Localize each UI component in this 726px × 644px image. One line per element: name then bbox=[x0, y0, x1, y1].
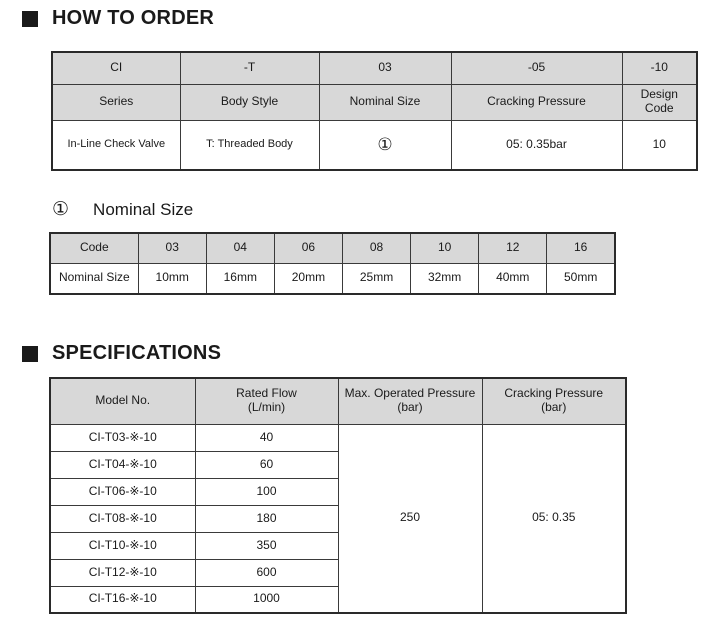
spec-header-row bbox=[50, 378, 626, 424]
order-table bbox=[51, 51, 698, 171]
nominal-size-cell: 40mm bbox=[479, 263, 547, 294]
spec-flow-cell: 40 bbox=[195, 424, 338, 451]
spec-header-cracking-line2: (bar) bbox=[541, 400, 567, 415]
order-code-cell: 03 bbox=[319, 52, 451, 84]
order-label-cell: Body Style bbox=[180, 84, 319, 120]
order-value-cell: 10 bbox=[622, 120, 697, 170]
nominal-size-heading bbox=[52, 198, 193, 221]
spec-header-flow-line2: (L/min) bbox=[247, 400, 286, 415]
spec-model-cell: CI-T10-※-10 bbox=[50, 532, 195, 559]
order-value-row bbox=[52, 120, 697, 170]
spec-cracking-pressure-cell: 05: 0.35 bbox=[482, 424, 626, 613]
spec-header-cracking bbox=[482, 378, 626, 424]
spec-header-cracking-line1: Cracking Pressure bbox=[504, 386, 604, 401]
nominal-code-cell: 12 bbox=[479, 233, 547, 263]
nominal-size-cell: 10mm bbox=[138, 263, 206, 294]
nominal-size-title: Nominal Size bbox=[93, 199, 194, 219]
spec-flow-cell: 100 bbox=[195, 478, 338, 505]
order-value-cell: 05: 0.35bar bbox=[451, 120, 622, 170]
how-to-order-heading bbox=[22, 7, 214, 30]
nominal-code-cell: 04 bbox=[206, 233, 274, 263]
spec-model-cell: CI-T12-※-10 bbox=[50, 559, 195, 586]
order-label-cell: Cracking Pressure bbox=[451, 84, 622, 120]
nominal-code-cell: 08 bbox=[342, 233, 410, 263]
spec-model-cell: CI-T08-※-10 bbox=[50, 505, 195, 532]
spec-flow-cell: 60 bbox=[195, 451, 338, 478]
order-value-cell: In-Line Check Valve bbox=[52, 120, 180, 170]
how-to-order-title: HOW TO ORDER bbox=[52, 7, 215, 29]
spec-max-pressure-cell: 250 bbox=[338, 424, 482, 613]
design-label-line2: Code bbox=[644, 101, 674, 115]
order-label-cell: Series bbox=[52, 84, 180, 120]
spec-row bbox=[50, 424, 626, 451]
order-label-cell: Nominal Size bbox=[319, 84, 451, 120]
specifications-title: SPECIFICATIONS bbox=[52, 342, 222, 364]
specifications-table bbox=[49, 377, 627, 614]
order-code-cell: -05 bbox=[451, 52, 622, 84]
nominal-row-label: Nominal Size bbox=[50, 263, 138, 294]
spec-header-flow bbox=[195, 378, 338, 424]
order-value-cell: T: Threaded Body bbox=[180, 120, 319, 170]
nominal-size-cell: 20mm bbox=[274, 263, 342, 294]
order-label-cell-design bbox=[622, 84, 697, 120]
spec-model-cell: CI-T04-※-10 bbox=[50, 451, 195, 478]
spec-model-cell: CI-T03-※-10 bbox=[50, 424, 195, 451]
spec-flow-cell: 600 bbox=[195, 559, 338, 586]
nominal-code-cell: 03 bbox=[138, 233, 206, 263]
nominal-size-cell: 25mm bbox=[342, 263, 410, 294]
nominal-code-cell: 16 bbox=[547, 233, 615, 263]
spec-flow-cell: 1000 bbox=[195, 586, 338, 613]
heading-square-icon bbox=[22, 346, 38, 362]
spec-header-model: Model No. bbox=[50, 378, 195, 424]
nominal-code-cell: 10 bbox=[411, 233, 479, 263]
spec-header-pressure-line1: Max. Operated Pressure bbox=[344, 386, 476, 401]
nominal-code-cell: 06 bbox=[274, 233, 342, 263]
nominal-size-cell: 32mm bbox=[411, 263, 479, 294]
order-code-cell: -T bbox=[180, 52, 319, 84]
spec-flow-cell: 350 bbox=[195, 532, 338, 559]
nominal-size-mark: ① bbox=[52, 199, 70, 220]
spec-model-cell: CI-T16-※-10 bbox=[50, 586, 195, 613]
nominal-code-row bbox=[50, 233, 615, 263]
order-label-row bbox=[52, 84, 697, 120]
nominal-size-row bbox=[50, 263, 615, 294]
heading-square-icon bbox=[22, 11, 38, 27]
spec-header-pressure-line2: (bar) bbox=[397, 400, 423, 415]
order-code-cell: CI bbox=[52, 52, 180, 84]
nominal-header-label: Code bbox=[50, 233, 138, 263]
order-code-row bbox=[52, 52, 697, 84]
spec-model-cell: CI-T06-※-10 bbox=[50, 478, 195, 505]
design-label-line1: Design bbox=[640, 87, 678, 102]
order-value-cell: ① bbox=[319, 120, 451, 170]
specifications-heading bbox=[22, 342, 221, 365]
spec-header-pressure bbox=[338, 378, 482, 424]
nominal-size-cell: 16mm bbox=[206, 263, 274, 294]
spec-header-flow-line1: Rated Flow bbox=[236, 386, 297, 401]
nominal-size-table bbox=[49, 232, 616, 295]
order-code-cell: -10 bbox=[622, 52, 697, 84]
nominal-size-cell: 50mm bbox=[547, 263, 615, 294]
spec-flow-cell: 180 bbox=[195, 505, 338, 532]
